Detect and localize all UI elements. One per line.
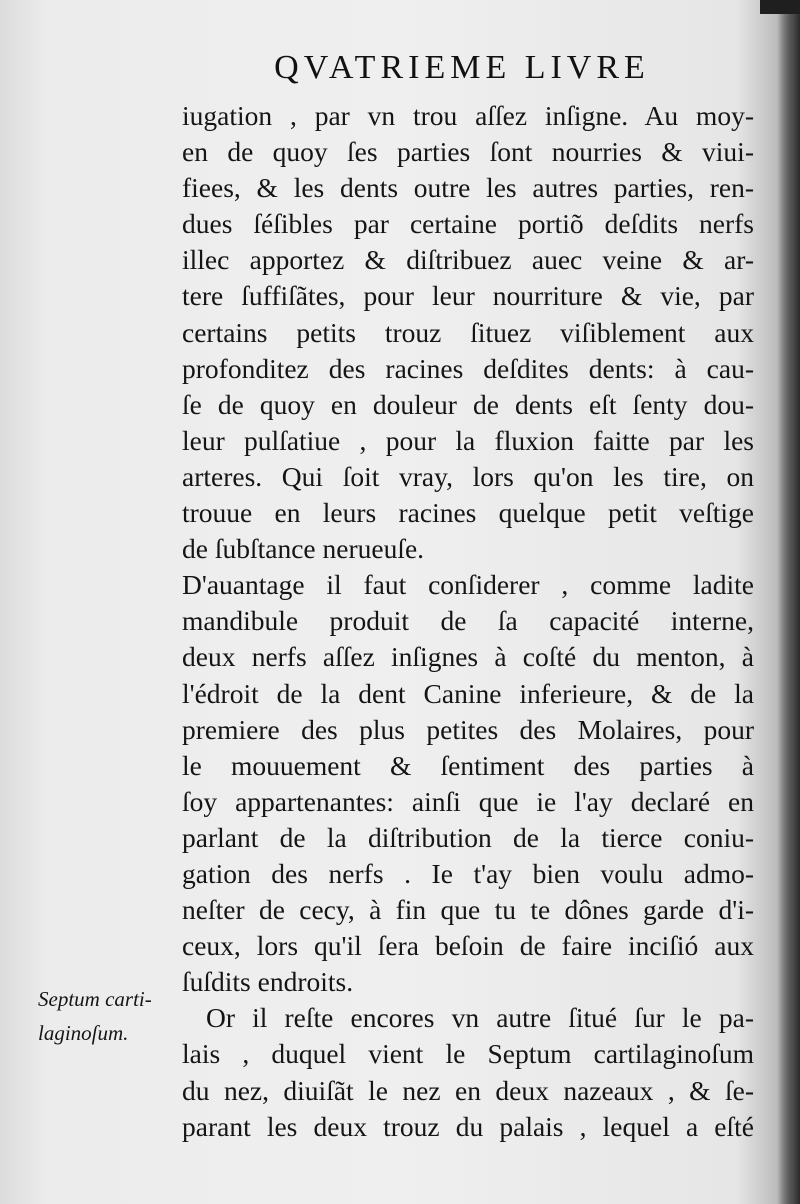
margin-note-line: laginoſum.	[38, 1021, 129, 1045]
text-line: ſe de quoy en douleur de dents eſt ſenty dou-	[182, 388, 754, 420]
text-line: iugation , par vn trou aſſez inſigne. Au moy-	[182, 100, 754, 131]
text-line: Or il reſte encores vn autre ſitué ſur le pa-	[206, 1002, 754, 1034]
text-line: l'édroit de la dent Canine inferieure, & de la	[182, 677, 754, 709]
text-line: le mouuement & ſentiment des parties à	[182, 749, 754, 781]
text-line: en de quoy ſes parties ſont nourries & viui-	[182, 136, 754, 168]
text-line: dues ſéſibles par certaine portiõ deſdits nerfs	[182, 208, 754, 240]
text-line: gation des nerfs . Ie t'ay bien voulu admo-	[182, 857, 754, 889]
page-gutter-shadow	[778, 0, 800, 1204]
text-line: parlant de la diſtribution de la tierce coniu-	[182, 821, 754, 853]
text-line: ſoy appartenantes: ainſi que ie l'ay declaré en	[182, 785, 754, 817]
margin-note	[38, 982, 178, 1050]
text-line: du nez, diuiſãt le nez en deux nazeaux , & ſe-	[182, 1074, 754, 1106]
running-head: QVATRIEME LIVRE	[274, 49, 650, 86]
text-line: de ſubſtance nerueuſe.	[182, 533, 425, 565]
text-line: neſter de cecy, à fin que tu te dônes garde d'i-	[182, 894, 754, 926]
text-line: illec apportez & diſtribuez auec veine & ar-	[182, 244, 754, 276]
text-line: premiere des plus petites des Molaires, pour	[182, 713, 754, 745]
page-corner-shadow	[760, 0, 800, 14]
text-line: leur pulſatiue , pour la fluxion faitte par les	[182, 424, 754, 456]
text-line: trouue en leurs racines quelque petit veſtige	[182, 497, 754, 529]
text-line: D'auantage il faut conſiderer , comme ladite	[182, 569, 754, 601]
text-line: tere ſuffiſãtes, pour leur nourriture & vie, par	[182, 280, 754, 312]
text-line: ſuſdits endroits.	[182, 966, 354, 998]
text-line: ceux, lors qu'il ſera beſoin de faire inciſió aux	[182, 930, 754, 962]
body-text	[182, 98, 754, 1145]
text-line: certains petits trouz ſituez viſiblement aux	[182, 316, 754, 348]
text-line: profonditez des racines deſdites dents: à cau-	[182, 352, 754, 384]
text-line: parant les deux trouz du palais , lequel a eſté	[182, 1110, 754, 1142]
text-line: deux nerfs aſſez inſignes à coſté du menton, à	[182, 641, 754, 673]
text-line: arteres. Qui ſoit vray, lors qu'on les tire, on	[182, 460, 754, 492]
text-line: mandibule produit de ſa capacité interne,	[182, 605, 754, 637]
text-line: fiees, & les dents outre les autres parties, ren-	[182, 172, 754, 204]
text-line: lais , duquel vient le Septum cartilaginoſum	[182, 1038, 754, 1070]
margin-note-line: Septum carti-	[38, 987, 152, 1011]
